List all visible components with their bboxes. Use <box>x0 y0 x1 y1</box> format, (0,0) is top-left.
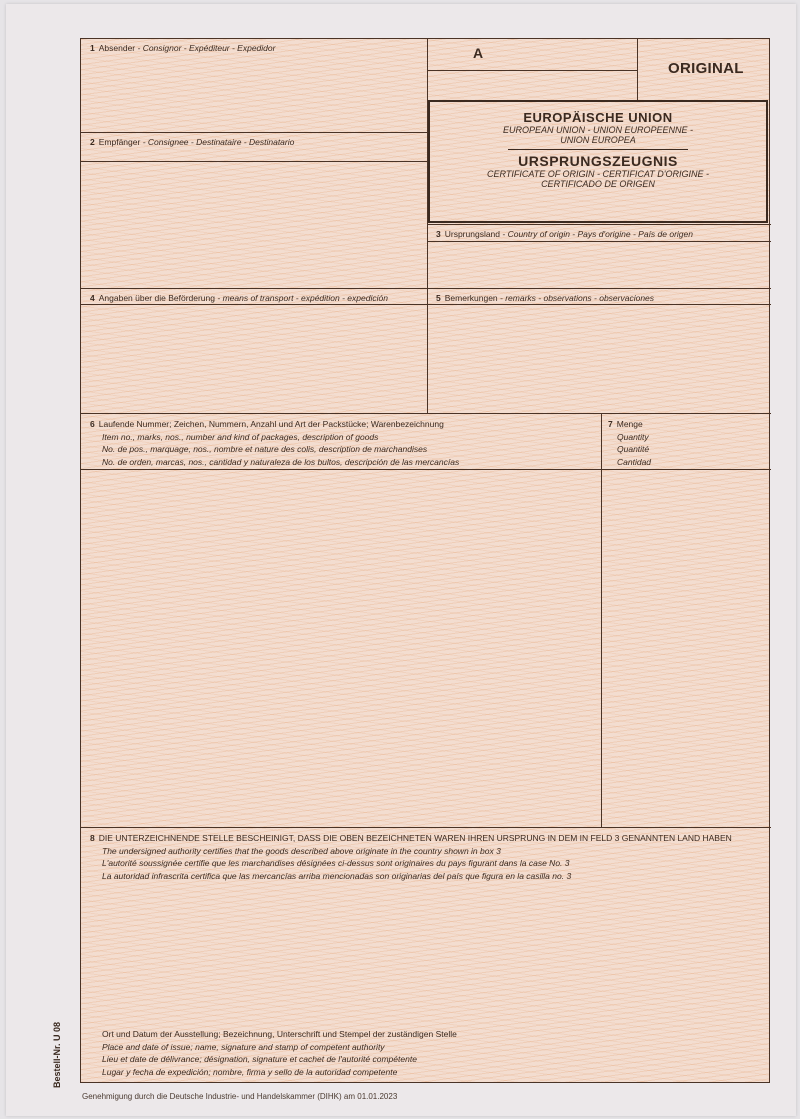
divider-box6-label <box>81 469 771 470</box>
divider-box1-box2 <box>81 132 427 133</box>
approval-footer: Genehmigung durch die Deutsche Industrie- und Handelskammer (DIHK) am 01.01.2023 <box>82 1092 398 1101</box>
box3-label: 3 Ursprungsland - Country of origin - Pays d'origine - País de origen <box>436 229 693 239</box>
divider-a-original <box>637 39 638 101</box>
divider-box3-label <box>427 241 771 242</box>
certificate-subtitle-2: CERTIFICADO DE ORIGEN <box>541 179 655 189</box>
signature-label: Ort und Datum der Ausstellung; Bezeichnung, Unterschrift und Stempel der zuständigen Stelle Place and date of issue; name, signature and stamp of competent authority Lieu et date de délivrance; désignation, signature et cachet de l'autorité compétente Lugar y fecha de expedición; nombre, firma y sello de la autoridad competente <box>102 1029 457 1077</box>
eu-divider <box>508 149 688 150</box>
divider-box3-top <box>427 224 771 225</box>
box1-label: 1 Absender - Consignor - Expéditeur - Expedidor <box>90 43 276 53</box>
box5-label: 5 Bemerkungen - remarks - observations - observaciones <box>436 293 655 303</box>
box4-label: 4 Angaben über die Beförderung - means of transport - expédition - expedición <box>90 293 388 303</box>
original-label: ORIGINAL <box>668 60 744 77</box>
box8-label: 8 DIE UNTERZEICHNENDE STELLE BESCHEINIGT, DASS DIE OBEN BEZEICHNETEN WAREN IHREN URSPRUNG IN DEM IN FELD 3 GENANNTEN LAND HABEN The undersigned authority certifies that the goods described above originate in the country shown in box 3 L'autorité soussignée certifie que les marchandises désignées ci-dessus sont originaires du pays figurant dans la case No. 3 La autoridad infrascrita certifica que las mercancías arriba mencionadas son originarias del país que figura en la casilla no. 3 <box>90 833 732 881</box>
box2-label: 2 Empfänger - Consignee - Destinataire - Destinatario <box>90 137 295 147</box>
certificate-subtitle-1: CERTIFICATE OF ORIGIN - CERTIFICAT D'ORIGINE - <box>487 169 709 179</box>
certificate-title: URSPRUNGSZEUGNIS <box>518 153 678 169</box>
divider-box6-top <box>81 413 771 414</box>
box-a-letter: A <box>473 45 484 61</box>
box6-label: 6 Laufende Nummer; Zeichen, Nummern, Anzahl und Art der Packstücke; Warenbezeichnung Item no., marks, nos., number and kind of packages, description of goods No. de pos., marquage, nos., nombre et nature des colis, description de marchandises No. de orden, marcas, nos., cantidad y naturaleza de los bultos, descripción de las mercancías <box>90 419 460 467</box>
eu-title: EUROPÄISCHE UNION <box>523 110 673 125</box>
divider-box2-label <box>81 161 427 162</box>
eu-subtitle-2: UNION EUROPEA <box>560 135 636 145</box>
divider-box4-box5 <box>427 288 428 413</box>
box7-label: 7 Menge Quantity Quantité Cantidad <box>608 419 652 467</box>
divider-box-a <box>427 70 637 71</box>
divider-box4-label <box>81 304 771 305</box>
eu-title-box <box>428 100 768 223</box>
order-number: Bestell-Nr. U 08 <box>52 1021 62 1088</box>
divider-box6-box7 <box>601 413 602 827</box>
divider-box4-top <box>81 288 771 289</box>
eu-subtitle-1: EUROPEAN UNION - UNION EUROPEENNE - <box>502 125 694 135</box>
divider-box8-top <box>81 827 771 828</box>
